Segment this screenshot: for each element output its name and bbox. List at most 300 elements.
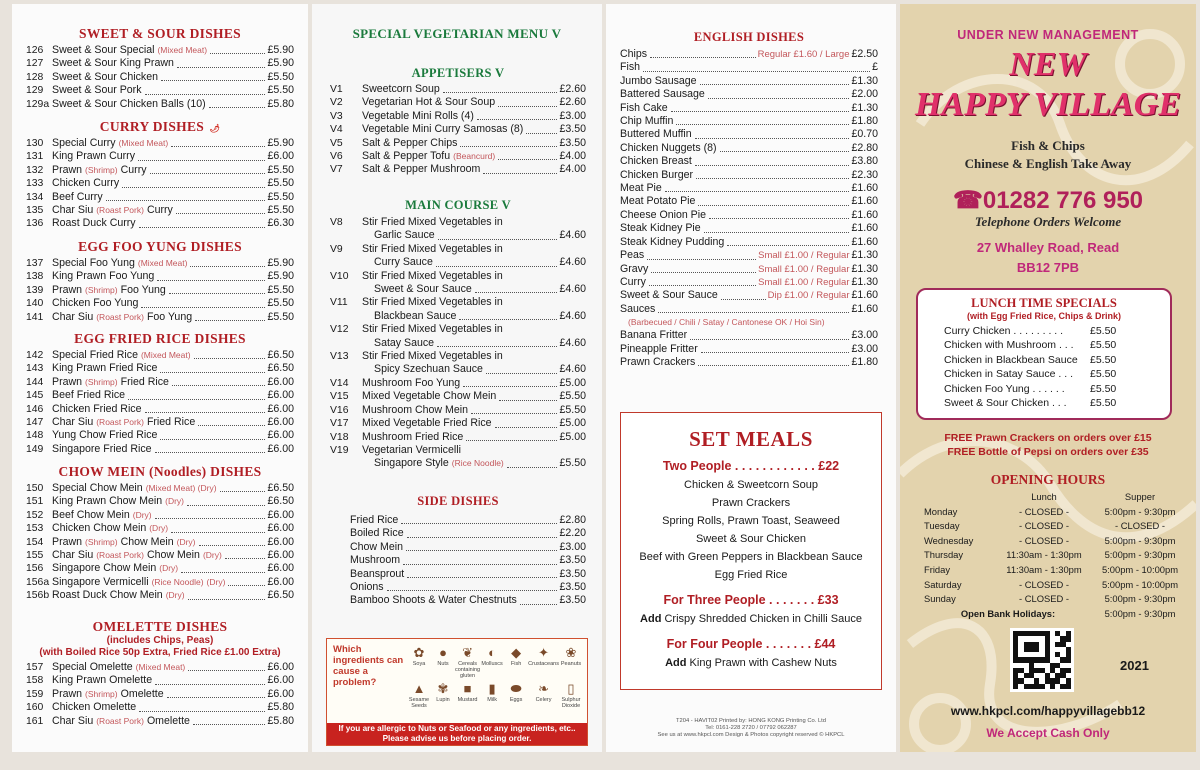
dot-leader [181,572,265,573]
item-name: Char Siu [52,204,94,217]
dot-leader [471,413,558,414]
dot-leader [443,92,558,93]
dot-leader [160,372,265,373]
allergen-glyph: ■ [463,681,472,696]
dot-leader [643,71,870,72]
menu-item-line [330,296,586,309]
dot-leader [696,178,849,179]
item-name: Vegetable Mini Rolls (4) [362,109,474,122]
dot-leader [498,106,557,107]
supper-hours: 5:00pm - 10:00pm [1101,563,1179,575]
dot-leader [139,711,265,712]
dot-leader [658,312,849,313]
set-four-people: For Four People . . . . . . . £44 [666,637,836,651]
website-link[interactable]: www.hkpcl.com/happyvillagebb12 [950,704,1146,718]
item-name: Fried Rice [120,375,169,388]
brand-new: NEW [1009,46,1087,83]
item-number: 136 [26,218,44,230]
item-name: King Prawn Curry [52,150,136,163]
dot-leader [155,452,266,453]
menu-item [620,48,878,61]
dot-leader [520,604,558,605]
menu-item [26,150,294,163]
menu-item [620,249,878,262]
item-name: Garlic Sauce [374,229,435,242]
dot-leader [704,232,850,233]
item-number: 138 [26,271,44,283]
menu-item [26,443,294,456]
allergen-celery-icon [528,681,559,709]
menu-item [26,549,294,562]
dot-leader [171,532,265,533]
item-price: £6.50 [267,349,294,361]
allergen-label: Soya [412,661,426,667]
item-name: Salt & Pepper Mushroom [362,163,481,176]
item-name: Stir Fried Mixed Vegetables in [362,242,503,255]
item-name: Special Omelette [52,661,133,673]
item-price: £5.90 [267,137,294,149]
item-name: Bamboo Shoots & Water Chestnuts [350,594,517,607]
dot-leader [650,57,755,58]
sauces-note: (Barbecued / Chili / Satay / Cantonese OK / Hoi Sin) [628,317,825,328]
item-name: Boiled Rice [350,527,404,540]
lunch-item-name: Chicken in Satay Sauce . . . [944,368,1073,381]
item-number: V4 [330,124,343,136]
item-number: V3 [330,110,343,122]
allergen-label: Nuts [437,661,449,667]
dot-leader [507,467,558,468]
item-name: Jumbo Sausage [620,74,697,87]
item-price: £1.80 [851,355,878,368]
item-price: £2.00 [851,88,878,101]
item-number: V7 [330,164,343,176]
dot-leader [466,440,557,441]
menu-item-line [330,323,586,336]
dot-leader [436,266,558,267]
lunch-item [944,382,1160,396]
item-price: £6.00 [267,687,294,700]
menu-item [26,589,294,602]
day-name: Saturday [924,578,962,590]
dot-leader [463,386,557,387]
item-name: Char Siu [52,714,94,727]
item-number: 146 [26,403,44,415]
dot-leader [150,173,266,174]
item-name: Singapore Style [374,457,449,470]
dot-leader [406,550,557,551]
dot-leader [499,400,557,401]
item-number: V17 [330,418,349,430]
item-price: £5.50 [267,70,294,83]
item-name: Stir Fried Mixed Vegetables in [362,350,503,363]
year-label: 2021 [1120,658,1149,673]
item-number: 139 [26,284,44,296]
item-name: Stir Fried Mixed Vegetables in [362,296,503,309]
item-note: (Mixed Meat) [140,350,191,360]
item-number: 126 [26,45,44,56]
menu-item [330,83,586,96]
menu-item [620,276,878,289]
item-price: £5.50 [559,457,586,470]
item-name: Sweet & Sour Chicken Balls (10) [52,97,206,110]
item-number: V14 [330,377,349,389]
item-number: 142 [26,350,44,361]
omelette-extra-note: (with Boiled Rice 50p Extra, Fried Rice £1.00 Extra) [39,647,281,658]
item-name: Mushroom Foo Yung [362,376,461,389]
menu-item [26,270,294,283]
item-name: Mushroom [350,554,401,567]
item-name: Sweetcorn Soup [362,83,440,95]
menu-item [26,416,294,429]
item-name: Spicy Szechuan Sauce [374,363,483,376]
menu-item-line [330,457,586,470]
item-name: Sweet & Sour Chicken [52,70,158,83]
phone-number: ☎01282 776 950 [952,187,1144,214]
allergen-glyph: ✿ [413,645,425,660]
dot-leader [188,670,265,671]
menu-item [26,522,294,535]
item-price: £5.50 [267,163,294,176]
lunch-hours: 11:30am - 1:30pm [1006,563,1082,575]
item-name: Sweet & Sour King Prawn [52,57,174,70]
item-number: 131 [26,151,44,163]
management-note: UNDER NEW MANAGEMENT [957,28,1139,42]
dot-leader [727,245,849,246]
item-price: £6.00 [267,442,294,455]
menu-item [620,263,878,276]
menu-item [26,482,294,495]
dot-leader [167,697,266,698]
item-name: Roast Duck Chow Mein [52,589,163,602]
item-name: Chicken Fried Rice [52,402,142,415]
dot-leader [195,320,265,321]
item-price: £5.80 [267,97,294,110]
menu-item [26,429,294,442]
item-number: 150 [26,483,44,494]
allergen-label: Molluscs [481,661,503,667]
lunch-specials-box [916,288,1172,420]
item-name: Singapore Vermicelli [52,575,149,588]
item-name: Chicken Nuggets (8) [620,141,717,154]
item-price: £5.80 [267,701,294,714]
item-price: £1.60 [851,182,878,195]
item-name: Beef Fried Rice [52,389,126,402]
item-price: £3.50 [559,581,586,594]
item-number: V10 [330,270,349,282]
item-number: 141 [26,311,44,323]
telephone-welcome: Telephone Orders Welcome [974,214,1122,229]
hours-row [924,534,1188,549]
lunch-title: LUNCH TIME SPECIALS [971,296,1117,310]
item-price: £3.00 [559,109,586,122]
menu-item [350,594,586,607]
item-number: V6 [330,151,343,163]
item-price: £4.60 [559,309,586,322]
qr-module [1066,684,1071,689]
menu-panel-cover [900,4,1196,752]
item-name: Chow Mein [146,549,200,562]
allergen-label: Celery [535,697,552,703]
item-name: Chip Muffin [620,115,674,128]
dot-leader [155,518,266,519]
item-number: V11 [330,297,348,309]
dot-leader [695,165,850,166]
menu-item [26,661,294,674]
item-price: £1.60 [851,195,878,208]
qr-code[interactable] [1010,628,1074,692]
item-price: £4.60 [559,283,586,296]
item-note: (Shrimp) [85,376,118,387]
menu-item [26,674,294,687]
item-name: Beansprout [350,567,405,580]
item-number: 149 [26,443,44,455]
item-number: V8 [330,217,343,228]
free-offer-1: FREE Prawn Crackers on orders over £15 [944,432,1152,444]
menu-item [350,568,586,581]
dot-leader [720,151,850,152]
item-price: £2.20 [559,527,586,540]
item-number: 129 [26,85,44,97]
item-price: £2.60 [559,96,586,109]
section-title: CURRY DISHES 🌶 [99,119,221,134]
menu-item [26,562,294,575]
item-price: £1.60 [851,289,878,302]
item-name: King Prawn Fried Rice [52,362,158,375]
item-number: 137 [26,258,44,269]
dot-leader [665,191,850,192]
set-meal-item: Prawn Crackers [711,497,791,509]
item-number: 127 [26,58,44,70]
dot-leader [407,577,557,578]
dot-leader [139,227,266,228]
supper-hours: - CLOSED - [1114,520,1165,532]
item-price: £2.80 [851,141,878,154]
dot-leader [700,84,850,85]
item-price: £6.50 [267,362,294,375]
menu-item [26,204,294,217]
supper-hours: 5:00pm - 10:00pm [1101,578,1179,590]
item-name: Yung Chow Fried Rice [52,429,158,442]
item-price: £6.50 [267,482,294,494]
allergen-soya-icon [407,645,431,679]
menu-item [350,541,586,554]
item-note: (Shrimp) [85,688,118,699]
address-line-1: 27 Whalley Road, Read [976,240,1120,255]
allergen-label: Milk [487,697,497,703]
menu-item [350,554,586,567]
item-price: £5.00 [559,376,586,389]
item-number: V5 [330,137,343,149]
lunch-subtitle: (with Egg Fried Rice, Chips & Drink) [966,311,1121,321]
dot-leader [169,293,266,294]
menu-item [26,576,294,589]
allergen-label: Mustard [457,697,478,703]
item-name: Vegetarian Vermicelli [362,443,461,456]
vegetarian-menu-title: SPECIAL VEGETARIAN MENU V [352,26,562,41]
item-price: £6.00 [267,674,294,687]
item-name: Gravy [620,262,649,275]
allergen-sulphur-dioxide-icon [559,681,583,709]
allergen-cereals-containing-gluten-icon [455,645,480,679]
item-price: £4.60 [559,229,586,242]
menu-item [26,715,294,728]
item-name: Special Foo Yung [52,257,135,269]
dot-leader [526,133,557,134]
item-name: Curry [620,275,646,288]
dot-leader [141,307,265,308]
section-title: SWEET & SOUR DISHES [79,26,241,41]
item-name: Foo Yung [146,310,193,323]
hours-row [924,505,1188,520]
item-note: (Dry) [202,550,222,561]
dot-leader [437,346,557,347]
menu-item [620,236,878,249]
dot-leader [459,319,557,320]
item-name: Salt & Pepper Chips [362,136,458,149]
item-price: £5.50 [267,283,294,296]
item-price: £1.60 [851,302,878,315]
menu-item [620,182,878,195]
allergy-notice [326,638,588,746]
item-name: Curry [120,163,147,176]
dot-leader [187,505,265,506]
item-price: £ [872,61,878,74]
allergen-glyph: ❀ [565,645,577,660]
menu-item [26,44,294,57]
item-number: V18 [330,431,349,443]
hours-header: Lunch Supper [1031,491,1156,502]
menu-item [350,527,586,540]
omelette-section [12,619,308,728]
dot-leader [176,213,266,214]
menu-item-line [330,310,586,323]
item-name: Prawn Crackers [620,355,696,368]
item-size: Small £1.00 / Regular [758,276,850,288]
item-number: 130 [26,138,44,149]
dot-leader [438,239,558,240]
item-price: £6.00 [267,402,294,415]
dot-leader [401,523,557,524]
menu-item [26,701,294,714]
item-number: 155 [26,550,44,562]
menu-item [26,84,294,97]
item-price: £6.00 [267,535,294,548]
item-name: Peas [620,249,645,262]
menu-item [26,257,294,270]
section-title: OMELETTE DISHES [92,619,228,634]
menu-item [330,137,586,150]
item-price: £1.60 [851,222,878,235]
bank-holiday-row: Open Bank Holidays: 5:00pm - 9:30pm [960,607,1176,619]
item-name: Stir Fried Mixed Vegetables in [362,323,503,336]
item-price: £5.50 [267,310,294,323]
menu-item [330,404,586,417]
dot-leader [475,292,558,293]
menu-item [26,284,294,297]
allergen-label: Lupin [436,697,450,703]
item-price: £5.80 [267,714,294,727]
day-name: Sunday [924,593,956,605]
dot-leader [477,119,558,120]
side-dishes-section [312,494,602,608]
chili-icon: 🌶 [209,124,221,133]
lunch-item-price: £5.50 [1090,339,1117,352]
item-number: V1 [330,84,343,95]
allergen-nuts-icon [431,645,455,679]
item-note: (Mixed Meat) (Dry) [145,483,217,493]
item-size: Small £1.00 / Regular [758,250,850,262]
v-icon: V [551,26,562,41]
menu-item [330,150,586,163]
item-price: £6.00 [267,508,294,521]
cash-only-note: We Accept Cash Only [986,726,1110,740]
item-name: Satay Sauce [374,336,435,349]
dot-leader [486,373,558,374]
dot-leader [177,67,266,68]
egg-foo-yung-section [12,239,308,324]
item-name: Vegetarian Hot & Sour Soup [362,96,496,109]
menu-item-line [330,243,586,256]
menu-item [620,329,878,342]
item-price: £4.00 [559,150,586,163]
lunch-item-name: Sweet & Sour Chicken . . . [944,397,1067,410]
item-name: Chicken Chow Mein [52,522,147,535]
item-note: (Dry) [206,576,226,587]
item-name: Singapore Chow Mein [52,562,157,575]
menu-item [26,403,294,416]
item-name: Prawn [52,375,83,388]
menu-item [620,303,878,316]
lunch-item-name: Curry Chicken . . . . . . . . . [944,325,1064,337]
item-note: (Dry) [149,523,169,534]
item-note: (Shrimp) [85,536,118,547]
menu-item [620,142,878,155]
set-three-people: For Three People . . . . . . . £33 [663,593,839,607]
item-name: King Prawn Omelette [52,674,153,687]
lunch-item-price: £5.50 [1090,325,1117,337]
item-number: 145 [26,390,44,402]
item-number: 156a [26,576,50,588]
menu-item [330,431,586,444]
item-number: V16 [330,404,349,416]
item-name: Chow Mein [120,535,174,548]
item-price: £3.00 [559,540,586,553]
item-name: Char Siu [52,310,94,323]
hours-row [924,578,1188,593]
v-icon: V [501,198,511,212]
item-name: Sweet & Sour Special [52,44,155,56]
item-price: £6.50 [267,495,294,508]
menu-item [330,123,586,136]
item-name: Prawn [52,535,83,548]
dot-leader [690,339,849,340]
allergen-glyph: ● [439,645,447,660]
menu-item [330,390,586,403]
menu-item-line [330,337,586,350]
allergen-label: Eggs [509,697,523,703]
item-number: 160 [26,702,44,714]
set-meal-item: Beef with Green Peppers in Blackbean Sauce [639,551,863,563]
item-note: (Roast Pork) [96,417,144,428]
allergen-glyph: ❦ [462,645,473,660]
free-offer-2: FREE Bottle of Pepsi on orders over £35 [947,446,1149,458]
item-price: £3.80 [851,155,878,168]
menu-item [620,61,878,74]
allergen-glyph: ❧ [538,681,549,696]
allergen-glyph: ▲ [412,681,426,696]
item-name: Salt & Pepper Tofu [362,150,451,163]
menu-item [620,115,878,128]
